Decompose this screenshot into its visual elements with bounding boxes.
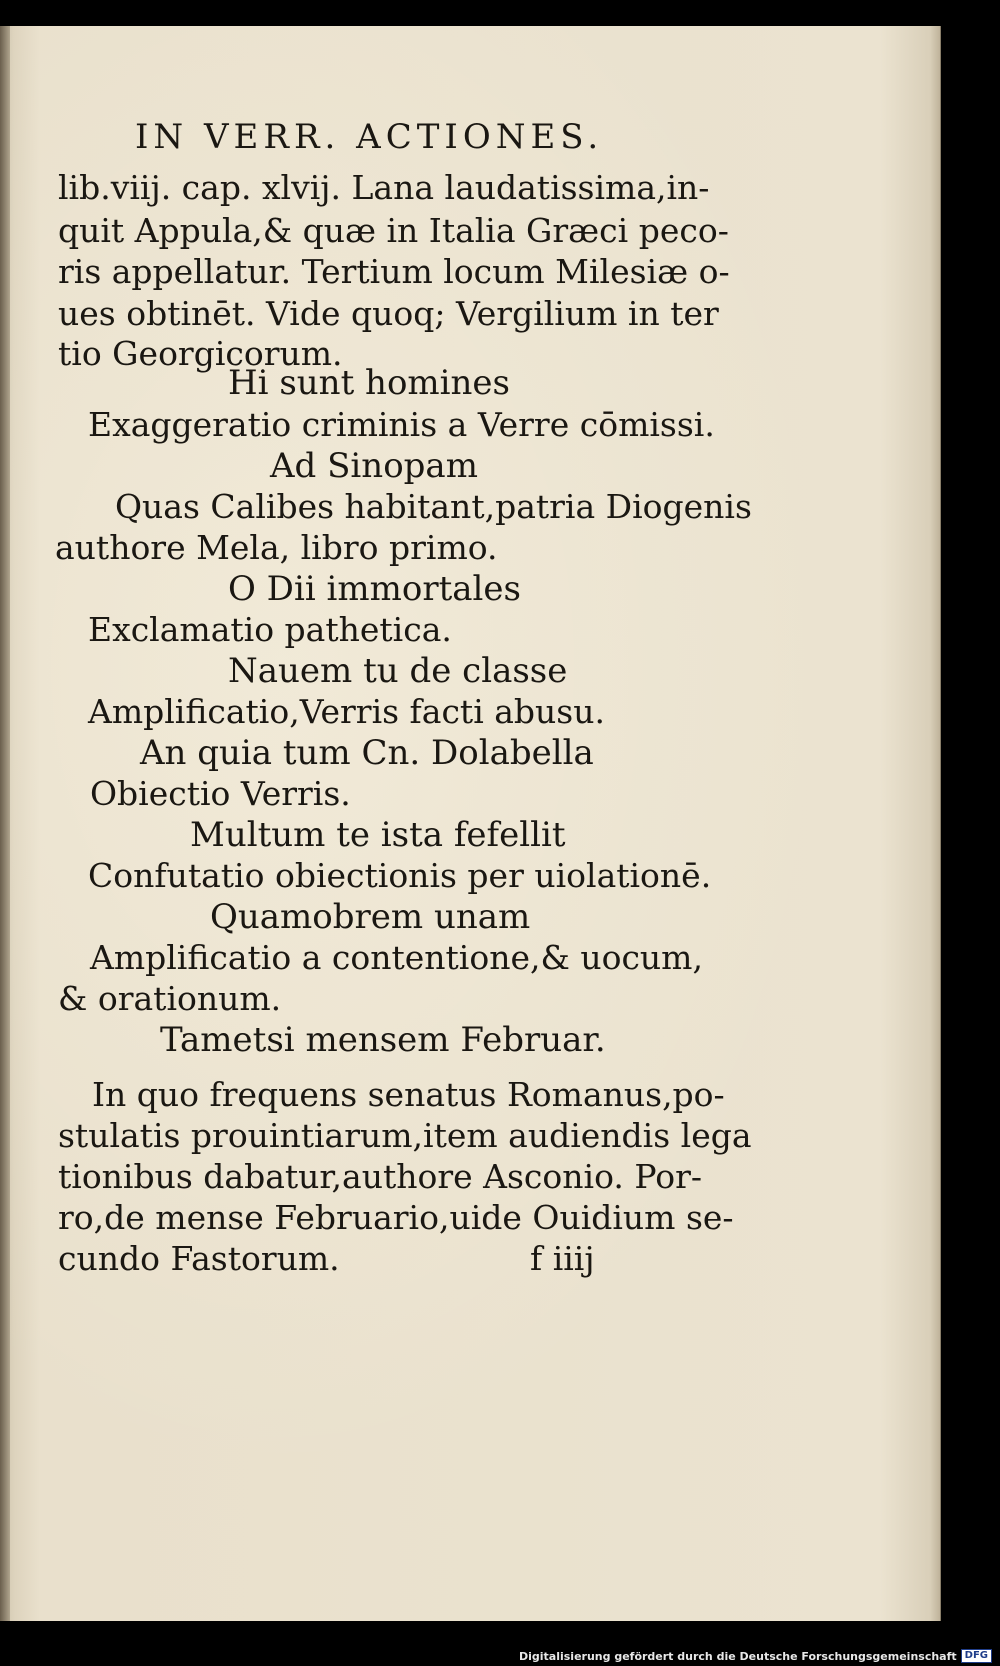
section-note: Quas Calibes habitant,patria Diogenis	[115, 487, 752, 526]
section-note: Amplificatio a contentione,& uocum,	[90, 938, 703, 977]
paragraph-line: tionibus dabatur,authore Asconio. Por-	[58, 1157, 702, 1196]
paragraph-line: In quo frequens senatus Romanus,po-	[92, 1075, 725, 1114]
section-heading: Multum te ista fefellit	[190, 815, 566, 855]
running-header: IN VERR. ACTIONES.	[135, 117, 604, 157]
paragraph-line: stulatis prouintiarum,item audiendis lega	[58, 1116, 752, 1155]
text-line: ues obtinēt. Vide quoq; Vergilium in ter	[58, 294, 719, 333]
text-line: tio Georgicorum.	[58, 334, 343, 373]
signature-mark: f iiij	[530, 1239, 595, 1278]
section-heading: Nauem tu de classe	[228, 651, 568, 691]
section-note: Exclamatio pathetica.	[88, 610, 452, 649]
section-note: & orationum.	[58, 979, 282, 1018]
section-heading: An quia tum Cn. Dolabella	[140, 733, 594, 773]
section-note: authore Mela, libro primo.	[55, 528, 498, 567]
section-heading: Quamobrem unam	[210, 897, 531, 937]
section-note: Obiectio Verris.	[90, 774, 351, 813]
section-heading: Ad Sinopam	[270, 446, 478, 486]
section-note: Confutatio obiectionis per uiolationē.	[88, 856, 712, 895]
section-heading: O Dii immortales	[228, 569, 521, 609]
text-line: lib.viij. cap. xlvij. Lana laudatissima,in-	[58, 168, 710, 207]
section-heading: Tametsi mensem Februar.	[160, 1020, 606, 1060]
section-heading: Hi sunt homines	[228, 363, 510, 403]
paragraph-line: cundo Fastorum.	[58, 1239, 340, 1278]
text-line: quit Appula,& quæ in Italia Græci peco-	[58, 211, 729, 250]
digitization-credit	[519, 1649, 992, 1663]
dfg-logo: DFG	[961, 1649, 992, 1663]
credit-text: Digitalisierung gefördert durch die Deutsche Forschungsgemeinschaft	[518, 1649, 957, 1663]
section-note: Exaggeratio criminis a Verre cōmissi.	[88, 405, 715, 444]
text-line: ris appellatur. Tertium locum Milesiæ o-	[58, 252, 730, 291]
page-binding-edge	[0, 26, 10, 1621]
paragraph-line: ro,de mense Februario,uide Ouidium se-	[58, 1198, 734, 1237]
section-note: Amplificatio,Verris facti abusu.	[88, 692, 605, 731]
